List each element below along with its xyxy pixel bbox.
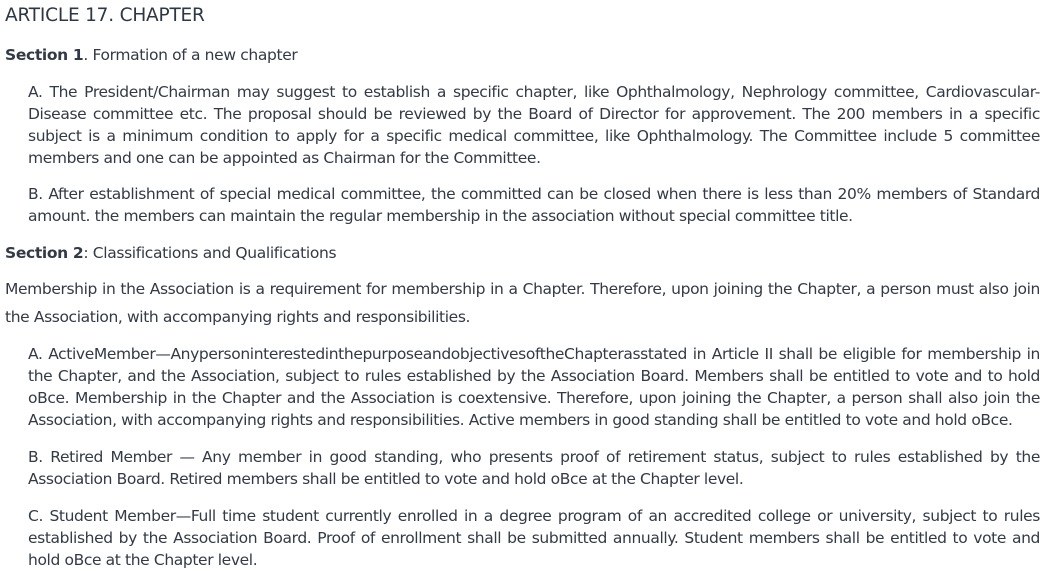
section-2-title: : Classifications and Qualifications	[83, 244, 337, 262]
section-2-paragraph-b: B. Retired Member — Any member in good standing, who presents proof of retirement status, subject to rules established by the Association Board. Retired members shall be entitled to vote and hold oBce at the Chapter level.	[28, 448, 1040, 488]
section-1-paragraph-a: A. The President/Chairman may suggest to establish a specific chapter, like Ophthalmology, Nephrology committee, Cardiovascular-Disease committee etc. The proposal should be reviewed by the Board of Director for approvement. The 200 members in a specific subject is a minimum condition to apply for a specific medical committee, like Ophthalmology. The Committee include 5 committee members and one can be appointed as Chairman for the Committee.	[28, 83, 1040, 167]
section-2-heading	[5, 242, 336, 264]
section-1-paragraph-b: B. After establishment of special medical committee, the committed can be closed when there is less than 20% members of Standard amount. the members can maintain the regular membership in the association without special committee title.	[28, 185, 1040, 225]
section-1-title: . Formation of a new chapter	[83, 46, 298, 64]
section-1-heading	[5, 44, 297, 66]
section-2-paragraph-c: C. Student Member—Full time student currently enrolled in a degree program of an accredited college or university, subject to rules established by the Association Board. Proof of enrollment shall be submitted annually. Student members shall be entitled to vote and hold oBce at the Chapter level.	[28, 507, 1040, 569]
section-2-paragraph-a: A. ActiveMember—AnypersoninterestedinthepurposeandobjectivesoftheChapterasstated in Article II shall be eligible for membership in the Chapter, and the Association, subject to rules established by the Association Board. Members shall be entitled to vote and to hold oBce. Membership in the Chapter and the Association is coextensive. Therefore, upon joining the Chapter, a person shall also join the Association, with accompanying rights and responsibilities. Active members in good standing shall be entitled to vote and hold oBce.	[28, 345, 1040, 429]
section-2-label: Section 2	[5, 244, 84, 262]
section-2-intro: Membership in the Association is a requirement for membership in a Chapter. Therefore, upon joining the Chapter, a person must also join the Association, with accompanying rights and responsibilities.	[5, 280, 1040, 326]
article-title: ARTICLE 17. CHAPTER	[5, 5, 205, 26]
section-1-label: Section 1	[5, 46, 84, 64]
